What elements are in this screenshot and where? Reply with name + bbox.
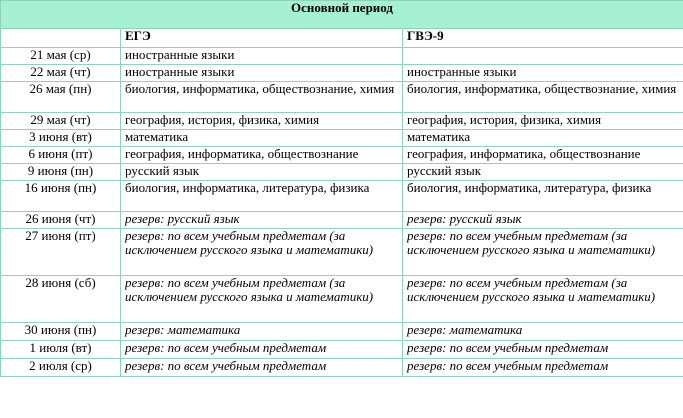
table-row (1, 65, 683, 82)
table-row (1, 48, 683, 65)
schedule-body (1, 48, 683, 377)
title-row (1, 1, 683, 29)
table-row (1, 181, 683, 212)
gve-subject-cell: резерв: по всем учебным предметам (403, 359, 683, 377)
date-cell: 16 июня (пн) (1, 181, 121, 212)
ege-column-header: ЕГЭ (121, 29, 403, 48)
date-cell: 26 мая (пн) (1, 82, 121, 113)
gve-subject-cell: география, история, физика, химия (403, 113, 683, 130)
date-cell: 22 мая (чт) (1, 65, 121, 82)
ege-subject-cell: биология, информатика, литература, физика (121, 181, 403, 212)
ege-subject-cell: резерв: по всем учебным предметам (121, 359, 403, 377)
gve-subject-cell: иностранные языки (403, 65, 683, 82)
date-cell: 6 июня (пт) (1, 147, 121, 164)
gve-subject-cell: русский язык (403, 164, 683, 181)
gve-column-header: ГВЭ-9 (403, 29, 683, 48)
gve-subject-cell: резерв: математика (403, 323, 683, 341)
table-row (1, 359, 683, 377)
table-row (1, 147, 683, 164)
table-row (1, 113, 683, 130)
table-row (1, 323, 683, 341)
ege-subject-cell: резерв: русский язык (121, 212, 403, 229)
table-row (1, 212, 683, 229)
ege-subject-cell: иностранные языки (121, 65, 403, 82)
ege-subject-cell: математика (121, 130, 403, 147)
date-cell: 28 июня (сб) (1, 276, 121, 323)
date-cell: 30 июня (пн) (1, 323, 121, 341)
ege-subject-cell: география, история, физика, химия (121, 113, 403, 130)
date-cell: 1 июля (вт) (1, 341, 121, 359)
ege-subject-cell: иностранные языки (121, 48, 403, 65)
column-header-row (1, 29, 683, 48)
date-cell: 2 июля (ср) (1, 359, 121, 377)
gve-subject-cell: биология, информатика, обществознание, химия (403, 82, 683, 113)
date-cell: 29 мая (чт) (1, 113, 121, 130)
table-row (1, 341, 683, 359)
gve-subject-cell: резерв: по всем учебным предметам (за исключением русского языка и математики) (403, 276, 683, 323)
gve-subject-cell: география, информатика, обществознание (403, 147, 683, 164)
table-row (1, 130, 683, 147)
gve-subject-cell: резерв: по всем учебным предметам (403, 341, 683, 359)
gve-subject-cell: биология, информатика, литература, физика (403, 181, 683, 212)
gve-subject-cell: резерв: по всем учебным предметам (за исключением русского языка и математики) (403, 229, 683, 276)
ege-subject-cell: резерв: математика (121, 323, 403, 341)
ege-subject-cell: резерв: по всем учебным предметам (за исключением русского языка и математики) (121, 276, 403, 323)
table-row (1, 164, 683, 181)
table-row (1, 82, 683, 113)
gve-subject-cell (403, 48, 683, 65)
ege-subject-cell: биология, информатика, обществознание, химия (121, 82, 403, 113)
date-cell: 21 мая (ср) (1, 48, 121, 65)
table-title: Основной период (1, 1, 683, 29)
gve-subject-cell: математика (403, 130, 683, 147)
ege-subject-cell: география, информатика, обществознание (121, 147, 403, 164)
date-cell: 27 июня (пт) (1, 229, 121, 276)
ege-subject-cell: резерв: по всем учебным предметам (за исключением русского языка и математики) (121, 229, 403, 276)
date-cell: 26 июня (чт) (1, 212, 121, 229)
table-row (1, 276, 683, 323)
ege-subject-cell: резерв: по всем учебным предметам (121, 341, 403, 359)
table-row (1, 229, 683, 276)
gve-subject-cell: резерв: русский язык (403, 212, 683, 229)
ege-subject-cell: русский язык (121, 164, 403, 181)
date-cell: 3 июня (вт) (1, 130, 121, 147)
date-cell: 9 июня (пн) (1, 164, 121, 181)
date-column-header (1, 29, 121, 48)
